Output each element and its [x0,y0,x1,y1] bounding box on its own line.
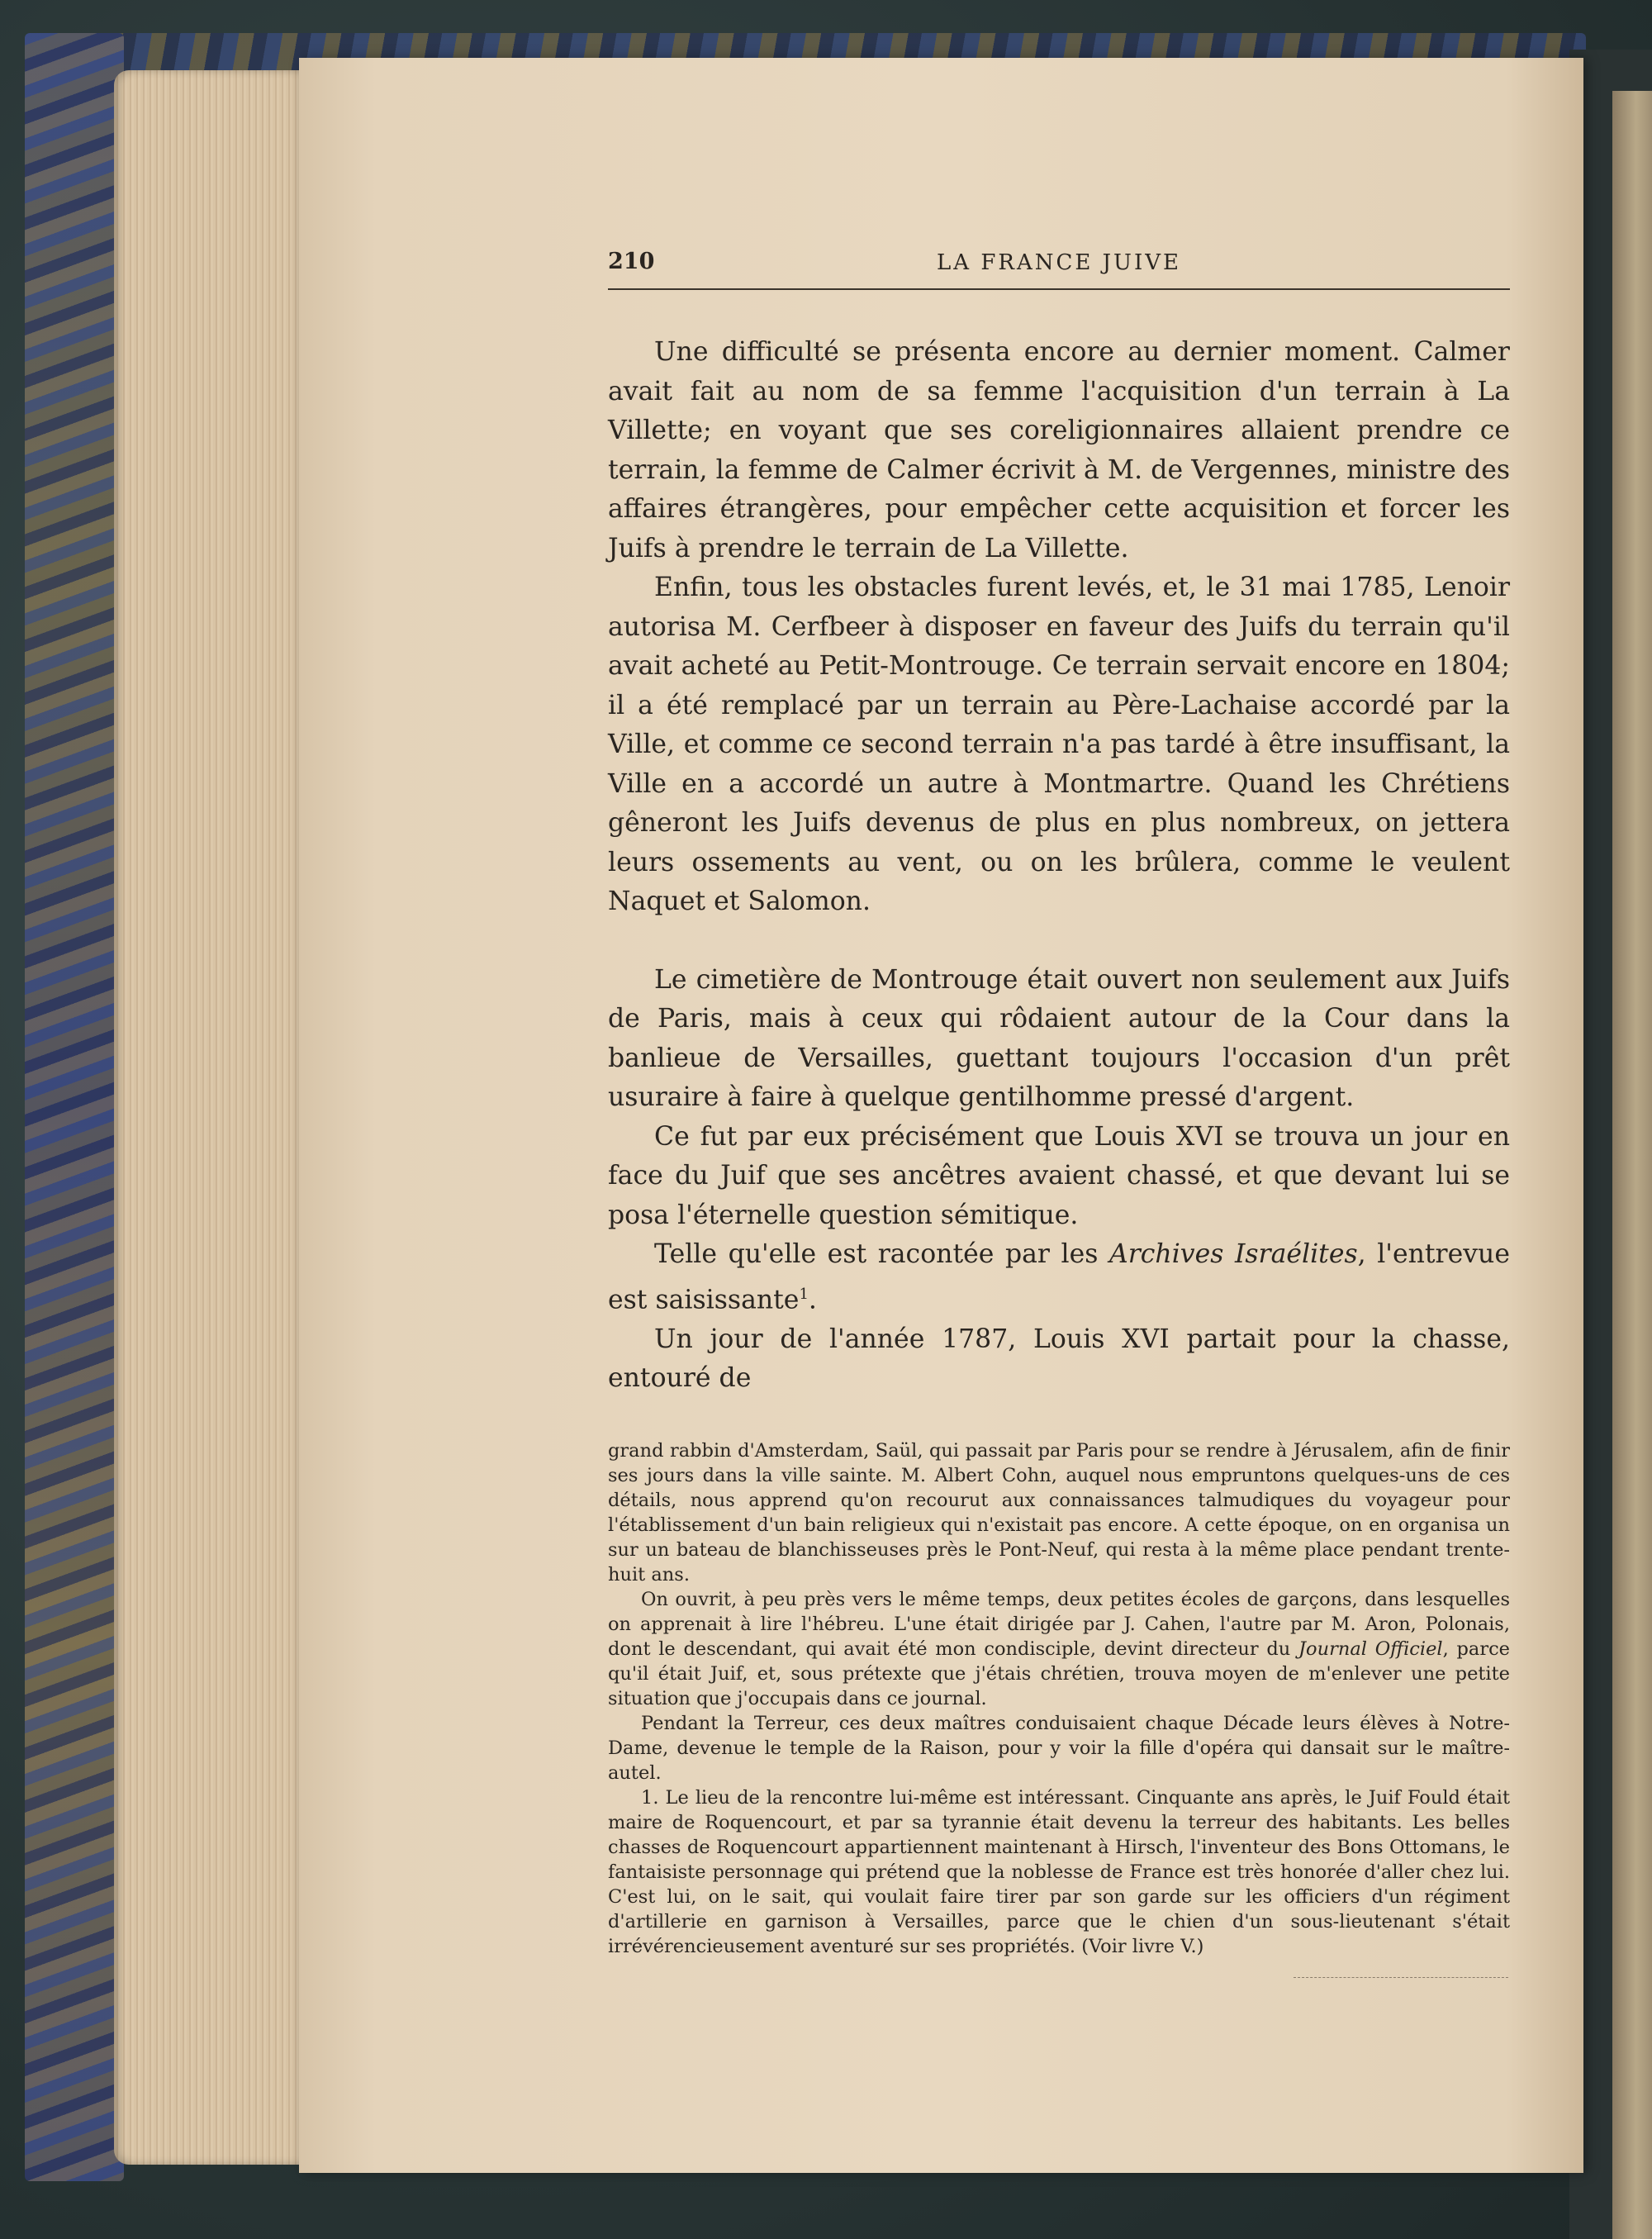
paragraph: Un jour de l'année 1787, Louis XVI partait pour la chasse, entouré de [608,1324,1510,1393]
page-number: 210 [608,249,655,274]
running-title: LA FRANCE JUIVE [937,250,1181,275]
footnotes [608,1438,1510,1978]
footnote-continuation: grand rabbin d'Amsterdam, Saül, qui passait par Paris pour se rendre à Jérusalem, afin de finir ses jours dans la ville sainte. M. Albert Cohn, auquel nous empruntons quelques-uns de ces détails, nous apprend qu'on recourut aux connaissances talmudiques du voyageur pour l'établissement d'un bain religieux qui n'existait pas encore. A cette époque, on en organisa un sur un bateau de blanchisseuses près le Pont-Neuf, qui resta à la même place pendant trente-huit ans. [608,1439,1510,1585]
text-run: , l'entrevue est saisissante [608,1239,1510,1314]
footnote-ref: 1 [799,1285,809,1303]
footnote-paragraph [608,1587,1510,1711]
footnote-paragraph: Pendant la Terreur, ces deux maîtres conduisaient chaque Décade leurs élèves à Notre-Dame, devenue le temple de la Raison, pour y voir la fille d'opéra qui dansait sur le maître-autel. [608,1712,1510,1784]
paragraph: Ce fut par eux précisément que Louis XVI se trouva un jour en face du Juif que ses ancêtres avaient chassé, et que devant lui se posa l'éternelle question sémitique. [608,1121,1510,1230]
page-header [608,244,1510,290]
text-run: . [808,1285,817,1314]
page-edges [114,70,304,2165]
marbled-cover-left [25,33,124,2181]
paragraph: Enfin, tous les obstacles furent levés, et, le 31 mai 1785, Lenoir autorisa M. Cerfbeer à disposer en faveur des Juifs du terrain qu'il avait acheté au Petit-Montrouge. Ce terrain servait encore en 1804; il a été remplacé par un terrain au Père-Lachaise accordé par la Ville, et comme ce second terrain n'a pas tardé à être insuffisant, la Ville en a accordé un autre à Montmartre. Quand les Chrétiens gêneront les Juifs devenus de plus en plus nombreux, on jettera leurs ossements au vent, ou on les brûlera, comme le veulent Naquet et Salomon. [608,573,1510,916]
page-content [608,244,1510,1978]
italic-title: Journal Officiel [1298,1638,1443,1660]
paragraph [608,1235,1510,1320]
paragraph: Une difficulté se présenta encore au dernier moment. Calmer avait fait au nom de sa femme l'acquisition d'un terrain à La Villette; en voyant que ses coreligionnaires allaient prendre ce terrain, la femme de Calmer écrivit à M. de Vergennes, ministre des affaires étrangères, pour empêcher cette acquisition et forcer les Juifs à prendre le terrain de La Villette. [608,337,1510,563]
text-run: On ouvrit, à peu près vers le même temps, deux petites écoles de garçons, dans lesquelles on apprenait à lire l'hébreu. L'une était dirigée par J. Cahen, l'autre par M. Aron, Polonais, dont le descendant, qui avait été mon condisciple, devint directeur du [608,1588,1510,1660]
text-run: Telle qu'elle est racontée par les [654,1239,1109,1269]
paragraph: Le cimetière de Montrouge était ouvert non seulement aux Juifs de Paris, mais à ceux qui rôdaient autour de la Cour dans la banlieue de Versailles, guettant toujours l'occasion d'un prêt usuraire à faire à quelque gentilhomme pressé d'argent. [608,964,1510,1112]
footnote-1: 1. Le lieu de la rencontre lui-même est intéressant. Cinquante ans après, le Juif Fould était maire de Roquencourt, et par sa tyrannie était devenu la terreur des habitants. Les belles chasses de Roquencourt appartiennent maintenant à Hirsch, l'inventeur des Bons Ottomans, le fantaisiste personnage qui prétend que la noblesse de France est très honorée d'aller chez lui. C'est lui, on le sait, qui voulait faire tirer par son garde sur les officiers d'un régiment d'artillerie en garnison à Versailles, parce que le chien d'un sous-lieutenant s'était irrévérencieusement aventuré sur ses propriétés. (Voir livre V.) [608,1786,1510,1957]
italic-title: Archives Israélites [1108,1239,1358,1269]
text-run: , parce qu'il était Juif, et, sous prétexte que j'étais chrétien, trouva moyen de m'enlever une petite situation que j'occupais dans ce journal. [608,1638,1510,1709]
main-text [608,333,1510,1399]
adjacent-page-edge [1612,91,1652,2239]
dashed-rule [1294,1977,1508,1978]
